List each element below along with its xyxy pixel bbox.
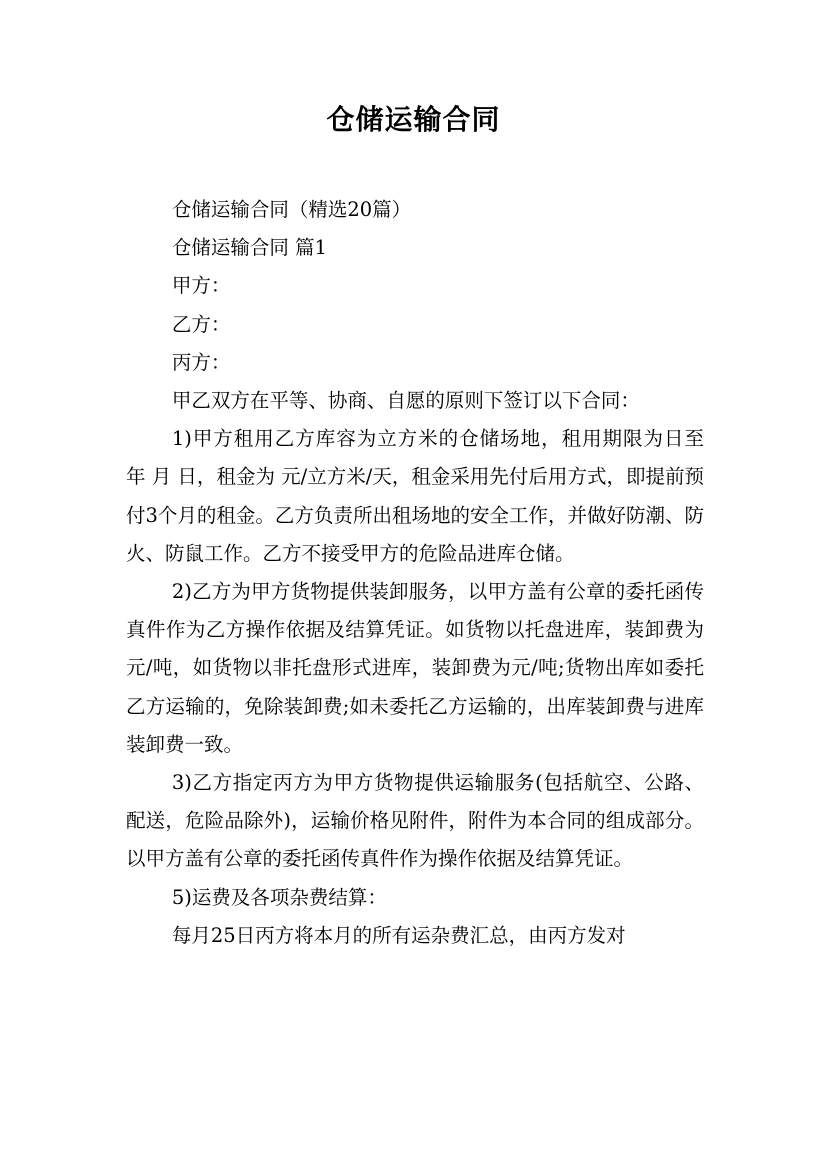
paragraph-subtitle: 仓储运输合同（精选20篇） <box>171 198 412 221</box>
paragraph-settlement: 每月25日丙方将本月的所有运杂费汇总，由丙方发对 <box>171 923 626 947</box>
paragraph-section-heading: 仓储运输合同 篇1 <box>171 236 327 260</box>
document-body <box>126 191 704 955</box>
paragraph-clause-3: 3)乙方指定丙方为甲方货物提供运输服务(包括航空、公路、配送，危险品除外)，运输价格见附件，附件为本合同的组成部分。以甲方盖有公章的委托函传真件作为操作依据及结算凭证。 <box>126 771 704 871</box>
paragraph-clause-2: 2)乙方为甲方货物提供装卸服务，以甲方盖有公章的委托函传真件作为乙方操作依据及结算凭证。如货物以托盘进库，装卸费为 元/吨，如货物以非托盘形式进库，装卸费为元/吨;货物出库如委托乙方运输的，免除装卸费;如未委托乙方运输的，出库装卸费与进库装卸费一致。 <box>126 580 704 756</box>
paragraph-party-b: 乙方： <box>171 312 231 336</box>
paragraph-party-a: 甲方： <box>171 274 231 298</box>
paragraph-preamble: 甲乙双方在平等、协商、自愿的原则下签订以下合同： <box>171 389 640 413</box>
paragraph-clause-5: 5)运费及各项杂费结算： <box>171 885 387 909</box>
document-title: 仓储运输合同 <box>326 103 501 136</box>
paragraph-party-c: 丙方： <box>171 350 231 374</box>
paragraph-clause-1: 1)甲方租用乙方库容为立方米的仓储场地，租用期限为日至 年 月 日，租金为 元/立方米/天，租金采用先付后用方式，即提前预付3个月的租金。乙方负责所出租场地的安全工作，并做好防潮、防火、防鼠工作。乙方不接受甲方的危险品进库仓储。 <box>126 427 704 565</box>
